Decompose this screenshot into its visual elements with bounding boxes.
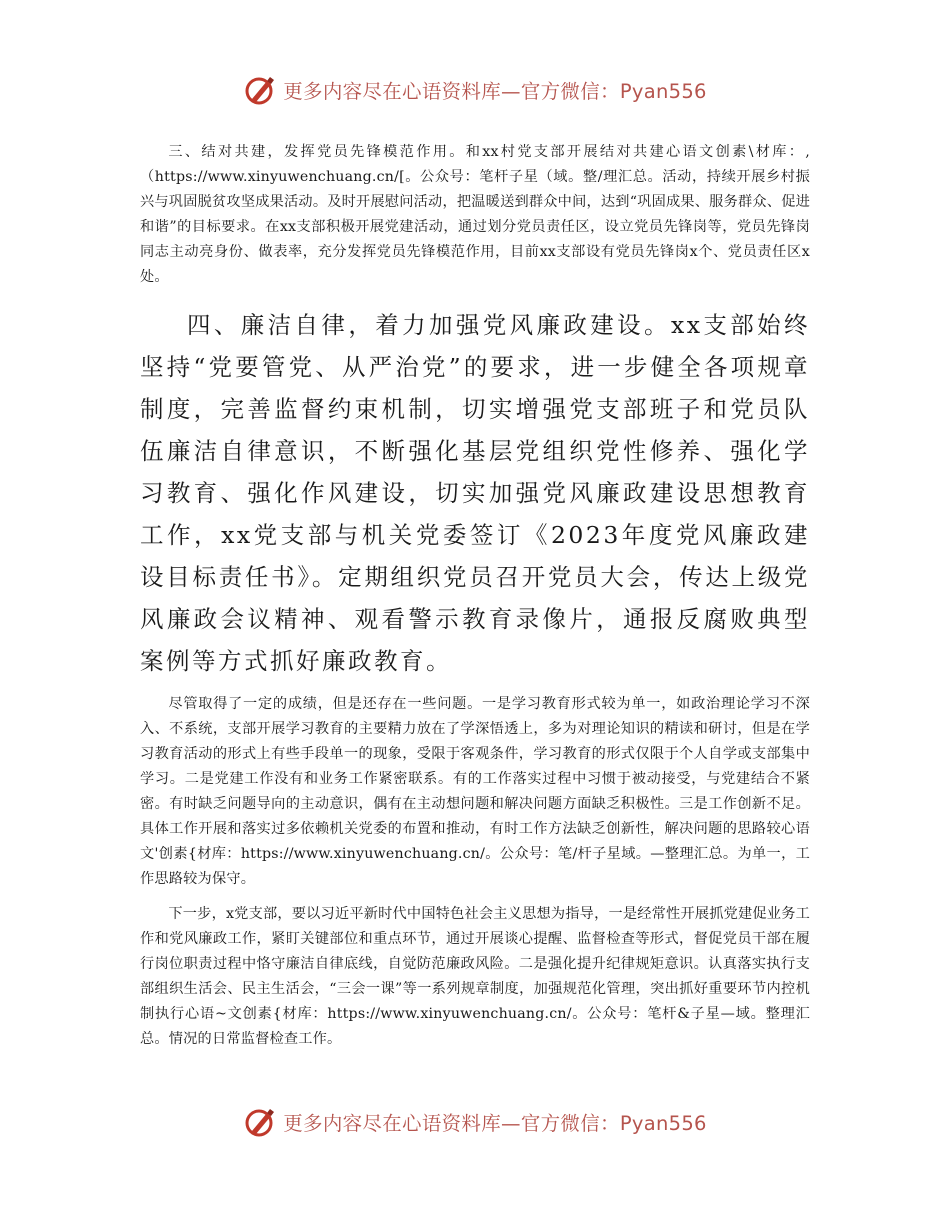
document-body [140,140,810,1052]
banner-text: 更多内容尽在心语资料库—官方微信：Pyan556 [283,1112,707,1135]
pen-logo-icon [243,1105,277,1139]
paragraph-integrity: 四、廉洁自律，着力加强党风廉政建设。xx支部始终坚持“党要管党、从严治党”的要求，进一步健全各项规章制度，完善监督约束机制，切实增强党支部班子和党员队伍廉洁自律意识，不断强化基层党组织党性修养、强化学习教育、强化作风建设，切实加强党风廉政建设思想教育工作，xx党支部与机关党委签订《2023年度党风廉政建设目标责任书》。定期组织党员召开党员大会，传达上级党风廉政会议精神、观看警示教育录像片，通报反腐败典型案例等方式抓好廉政教育。 [140,311,810,675]
header-banner [0,70,950,110]
banner-text: 更多内容尽在心语资料库—官方微信：Pyan556 [283,80,707,103]
footer-banner [0,1102,950,1142]
paragraph-problems: 尽管取得了一定的成绩，但是还存在一些问题。一是学习教育形式较为单一，如政治理论学习不深入、不系统，支部开展学习教育的主要精力放在了学深悟透上，多为对理论知识的精读和研讨，但是在学习教育活动的形式上有些手段单一的现象，受限于客观条件，学习教育的形式仅限于个人自学或支部集中学习。二是党建工作没有和业务工作紧密联系。有的工作落实过程中习惯于被动接受，与党建结合不紧密。有时缺乏问题导向的主动意识，偶有在主动想问题和解决问题方面缺乏积极性。三是工作创新不足。具体工作开展和落实过多依赖机关党委的布置和推动，有时工作方法缺乏创新性，解决问题的思路较心语文'创素{材库：https://www.xinyuwenchuang.cn/。公众号：笔/杆子星域。—整理汇总。为单一，工作思路较为保守。 [140,696,810,887]
paragraph-partnership: 三、结对共建，发挥党员先锋模范作用。和xx村党支部开展结对共建心语文创素\材库：,（https://www.xinyuwenchuang.cn/[。公众号：笔杆子星（域。整/理汇总。活动，持续开展乡村振兴与巩固脱贫攻坚成果活动。及时开展慰问活动，把温暖送到群众中间，达到“巩固成果、服务群众、促进和谐”的目标要求。在xx支部积极开展党建活动，通过划分党员责任区，设立党员先锋岗等，党员先锋岗同志主动亮身份、做表率，充分发挥党员先锋模范作用，目前xx支部设有党员先锋岗x个、党员责任区x处。 [140,144,810,285]
pen-logo-icon [243,73,277,107]
paragraph-next-steps: 下一步，x党支部，要以习近平新时代中国特色社会主义思想为指导，一是经常性开展抓党建促业务工作和党风廉政工作，紧盯关键部位和重点环节，通过开展谈心提醒、监督检查等形式，督促党员干部在履行岗位职责过程中恪守廉洁自律底线，自觉防范廉政风险。二是强化提升纪律规矩意识。认真落实执行支部组织生活会、民主生活会，“三会一课”等一系列规章制度，加强规范化管理，突出抓好重要环节内控机制执行心语~文创素{材库：https://www.xinyuwenchuang.cn/。公众号：笔杆&子星—域。整理汇总。情况的日常监督检查工作。 [140,906,810,1047]
